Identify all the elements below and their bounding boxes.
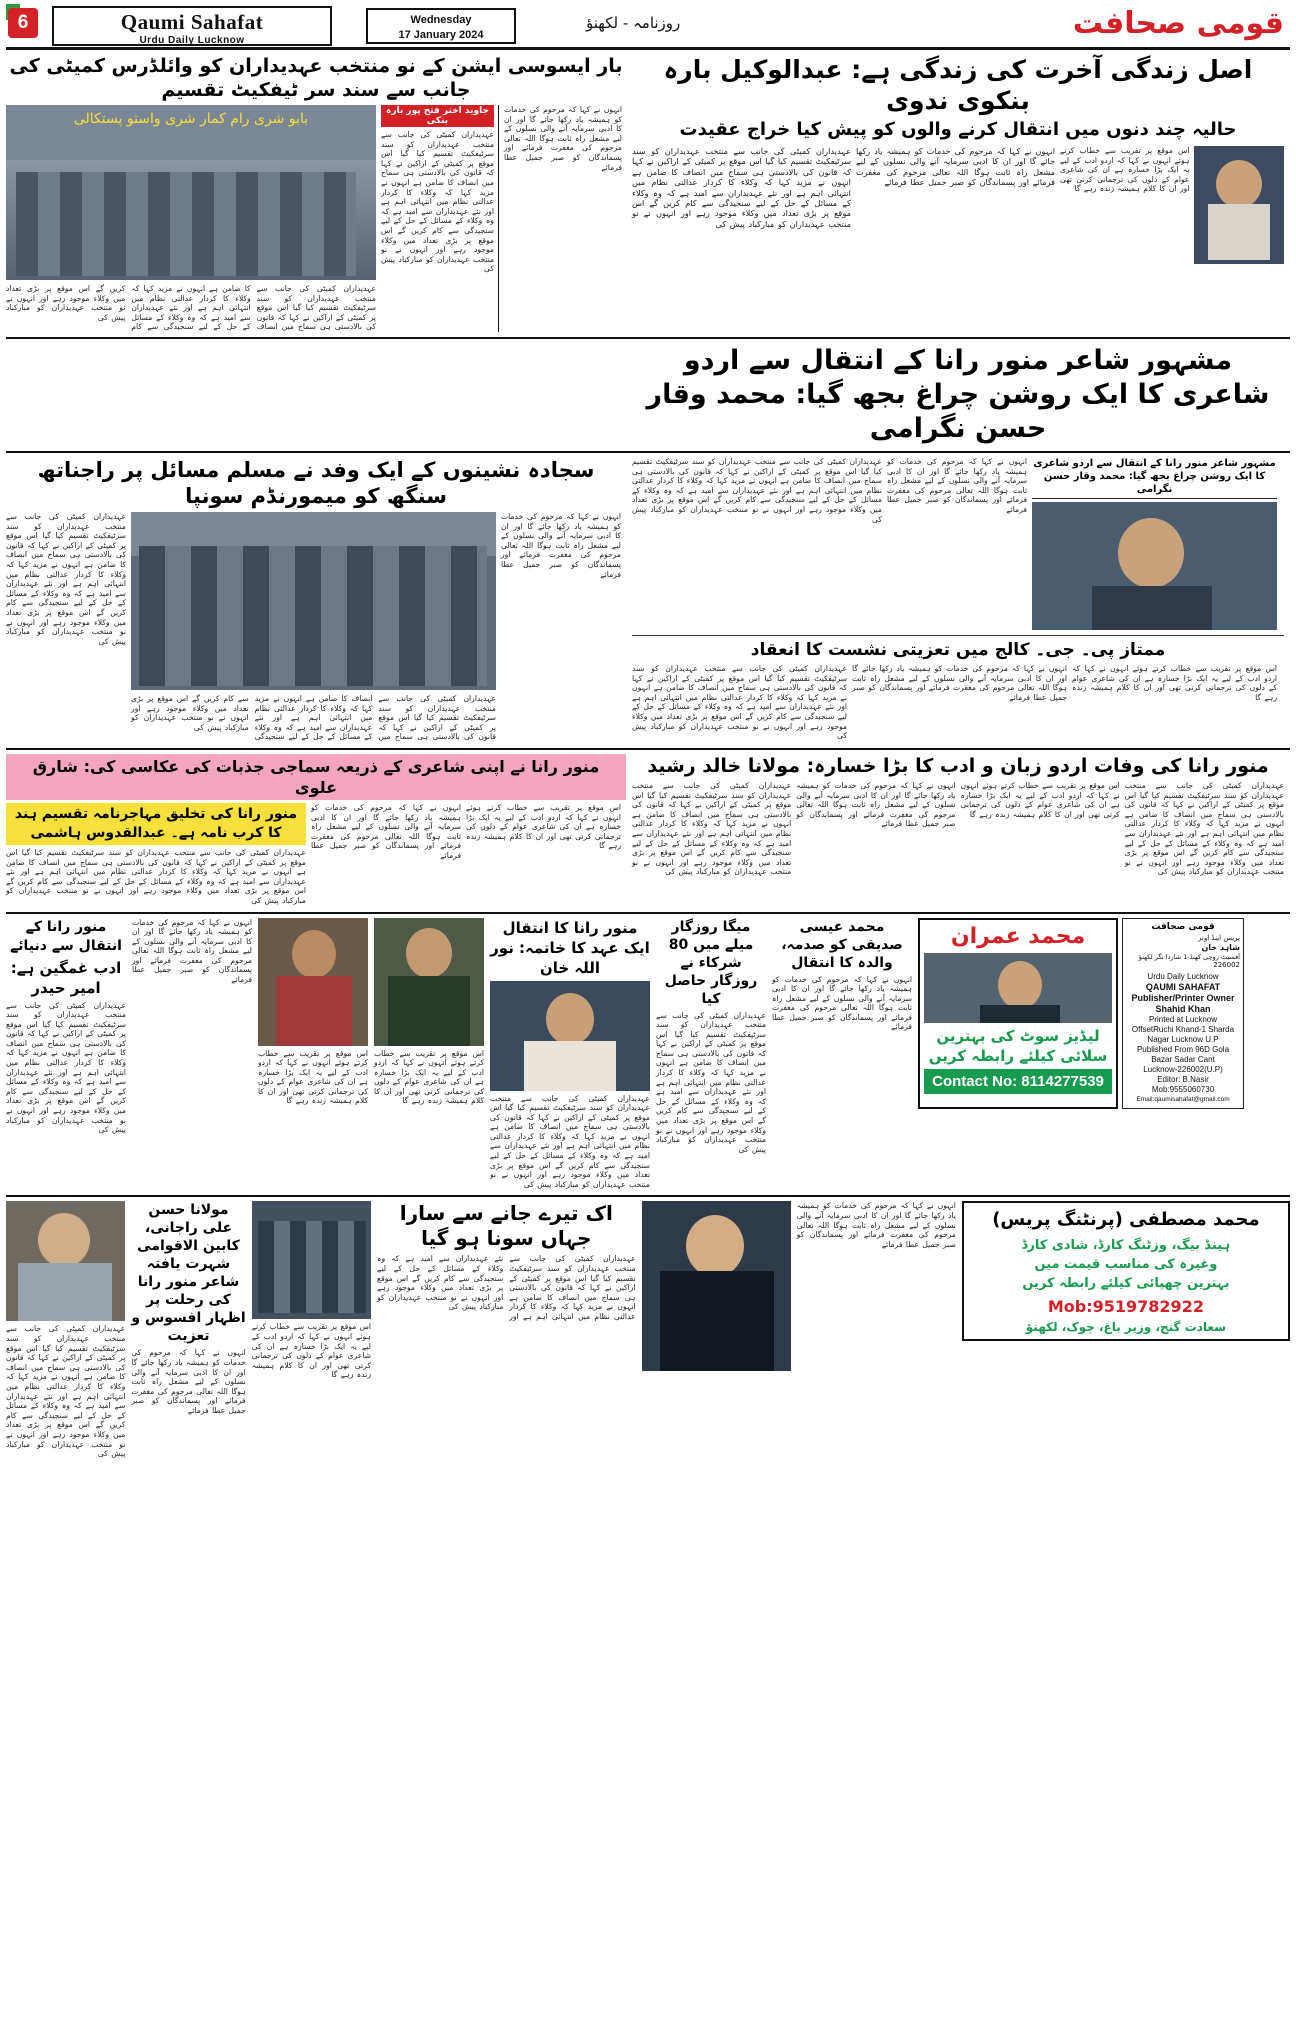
photo-speaker-2 <box>374 918 484 1046</box>
colophon-box <box>1122 918 1244 1110</box>
roznama-label: روزنامہ - لکھنؤ <box>586 14 681 32</box>
headline-11: منور رانا کے انتقال سے دنیائے <box>10 918 122 954</box>
story-5-col-1: عہدیداران کمیٹی کی جانب سے منتخب عہدیداران کو سند سرٹیفکیٹ تقسیم کیا گیا اس موقع پر کمیٹی کے اراکین نے کہا کہ قانون کی بالادستی ہی سماج میں انصاف کا ضامن ہے انہوں نے مزید کہا کہ وکلاء کا کردار عدالتی نظام میں انتہائی اہم ہے اور نئے عہدیداران سے امید ہے کہ وہ وکلاء کے مسائل کے حل کے لیے سنجیدگی سے کام کریں گے اس موقع پر بڑی تعداد میں وکلاء موجود رہے اور انہوں نے نو منتخب عہدیداران کو مبارکباد پیش کی <box>632 663 847 741</box>
story-16-body: عہدیداران کمیٹی کی جانب سے منتخب عہدیداران کو سند سرٹیفکیٹ تقسیم کیا گیا اس موقع پر کمیٹی کے اراکین نے کہا کہ قانون کی بالادستی ہی سماج میں انصاف کا ضامن ہے انہوں نے مزید کہا کہ وکلاء کا کردار عدالتی نظام میں انتہائی اہم ہے اور نئے عہدیداران سے امید ہے کہ وہ وکلاء کے مسائل کے حل کے لیے سنجیدگی سے کام کریں گے اس موقع پر بڑی تعداد میں وکلاء موجود رہے اور انہوں نے نو منتخب عہدیداران کو مبارکباد پیش کی <box>377 1254 636 1321</box>
headline-3: مشہور شاعر منور رانا کے انتقال سے اردو شاعری کا ایک روشن چراغ بجھ گیا: محمد وقار حسن نگرامی <box>646 344 1270 444</box>
headline-14: محمد عیسی صدیقی کو صدمہ، والدہ کا انتقال <box>781 918 903 971</box>
colophon-l1: Urdu Daily Lucknow <box>1147 972 1219 981</box>
story-4-body: عہدیداران کمیٹی کی جانب سے منتخب عہدیداران کو سند سرٹیفکیٹ تقسیم کیا گیا اس موقع پر کمیٹی کے اراکین نے کہا کہ قانون کی بالادستی ہی سماج میں انصاف کا ضامن ہے انہوں نے مزید کہا کہ وکلاء کا کردار عدالتی نظام میں انتہائی اہم ہے اور نئے عہدیداران سے امید ہے کہ وہ وکلاء کے مسائل کے حل کے لیے سنجیدگی سے کام کریں گے اس موقع پر بڑی تعداد میں وکلاء موجود رہے اور انہوں نے نو منتخب عہدیداران کو مبارکباد پیش کی <box>131 693 496 742</box>
ad-line-1: لیڈیز سوٹ کی بہترین <box>936 1026 1100 1045</box>
story-10-body: عہدیداران کمیٹی کی جانب سے منتخب عہدیداران کو سند سرٹیفکیٹ تقسیم کیا گیا اس موقع پر کمیٹی کے اراکین نے کہا کہ قانون کی بالادستی ہی سماج میں انصاف کا ضامن ہے انہوں نے مزید کہا کہ وکلاء کا کردار عدالتی نظام میں انتہائی اہم ہے اور نئے عہدیداران سے امید ہے کہ وہ وکلاء کے مسائل کے حل کے لیے سنجیدگی سے کام کریں گے اس موقع پر بڑی تعداد میں وکلاء موجود رہے اور انہوں نے نو منتخب عہدیداران کو مبارکباد پیش کی <box>6 1000 126 1135</box>
photo-bar-association <box>6 105 376 280</box>
story-sajjada-nasheen <box>6 457 626 742</box>
colophon-l7: Nagar Lucknow U.P <box>1147 1035 1219 1044</box>
story-7-body: عہدیداران کمیٹی کی جانب سے منتخب عہدیداران کو سند سرٹیفکیٹ تقسیم کیا گیا اس موقع پر کمیٹی کے اراکین نے کہا کہ قانون کی بالادستی ہی سماج میں انصاف کا ضامن ہے انہوں نے مزید کہا کہ وکلاء کا کردار عدالتی نظام میں انتہائی اہم ہے اور نئے عہدیداران سے امید ہے کہ وہ وکلاء کے مسائل کے حل کے لیے سنجیدگی سے کام کریں گے اس موقع پر بڑی تعداد میں وکلاء موجود رہے اور انہوں نے نو منتخب عہدیداران کو مبارکباد پیش کی <box>6 847 306 905</box>
ad-press-line-1: ہینڈ بیگ، وزٹنگ کارڈ، شادی کارڈ <box>1021 1238 1231 1254</box>
colophon-l2: QAUMI SAHAFAT <box>1145 982 1221 992</box>
story-9-col-1: عہدیداران کمیٹی کی جانب سے منتخب عہدیداران کو سند سرٹیفکیٹ تقسیم کیا گیا اس موقع پر کمیٹی کے اراکین نے کہا کہ قانون کی بالادستی ہی سماج میں انصاف کا ضامن ہے انہوں نے مزید کہا کہ وکلاء کا کردار عدالتی نظام میں انتہائی اہم ہے اور نئے عہدیداران سے امید ہے کہ وہ وکلاء کے مسائل کے حل کے لیے سنجیدگی سے کام کریں گے اس موقع پر بڑی تعداد میں وکلاء موجود رہے اور انہوں نے نو منتخب عہدیداران کو مبارکباد پیش کی <box>632 780 792 877</box>
date-day: Wednesday <box>410 14 472 26</box>
colophon-l9: Bazar Sadar Cant <box>1151 1055 1215 1064</box>
photo-portrait-scholar <box>1194 146 1284 264</box>
headline-6: منور رانا نے اپنی شاعری کے ذریعہ سماجی جذبات کی عکاسی کی: شارق علوی <box>6 754 626 800</box>
byline-1: جاوید اختر فتح پور بارہ بنکی <box>381 105 494 127</box>
ad-contact-label: Contact No: <box>932 1072 1018 1090</box>
colophon-l10: Lucknow-226002(U.P) <box>1143 1065 1223 1074</box>
story-4-col-a: عہدیداران کمیٹی کی جانب سے منتخب عہدیداران کو سند سرٹیفکیٹ تقسیم کیا گیا اس موقع پر کمیٹی کے اراکین نے کہا کہ قانون کی بالادستی ہی سماج میں انصاف کا ضامن ہے انہوں نے مزید کہا کہ وکلاء کا کردار عدالتی نظام میں انتہائی اہم ہے اور نئے عہدیداران سے امید ہے کہ وہ وکلاء کے مسائل کے حل کے لیے سنجیدگی سے کام کریں گے اس موقع پر بڑی تعداد میں وکلاء موجود رہے اور انہوں نے نو منتخب عہدیداران کو مبارکباد پیش کی <box>6 511 126 646</box>
story-17-col: انہوں نے کہا کہ مرحوم کی خدمات کو ہمیشہ یاد رکھا جائے گا اور ان کا ادبی سرمایہ آنے والی نسلوں کے لیے مشعل راہ ثابت ہوگا اللہ تعالی مرحوم کی مغفرت فرمائے اور پسماندگان کو صبر جمیل عطا فرمائے <box>796 1201 956 1249</box>
photo-delegation <box>131 512 496 690</box>
headline-16: اک تیرے جانے سے سارا جہاں سونا ہو گیا <box>399 1201 613 1251</box>
headline-15: مولانا حسن علی راجانی، کابین الاقوامی شہرت یافتہ شاعر منور رانا کی رحلت پر اظہار افسوس و تعزیت <box>131 1202 246 1345</box>
story-10-col-2: انہوں نے کہا کہ مرحوم کی خدمات کو ہمیشہ یاد رکھا جائے گا اور ان کا ادبی سرمایہ آنے والی نسلوں کے لیے مشعل راہ ثابت ہوگا اللہ تعالی مرحوم کی مغفرت فرمائے اور پسماندگان کو صبر جمیل عطا فرمائے <box>132 917 252 985</box>
tribute-subhead: مشہور شاعر منور رانا کے انتقال سے اردو شاعری کا ایک روشن چراغ بجھ گیا: محمد وقار حسن نگرامی <box>1032 457 1277 499</box>
date-full: 17 January 2024 <box>398 29 484 41</box>
colophon-paper-urdu: قومی صحافت <box>1151 921 1215 932</box>
story-bar-association <box>6 54 626 332</box>
colophon-address-urdu: آفسیٹ روچی کھنڈ-1 شاردا نگر لکھنؤ <box>1138 952 1240 961</box>
logo-title: Qaumi Sahafat <box>120 10 264 34</box>
ad-photo <box>924 953 1112 1023</box>
colophon-owner-name-urdu: شاہد خان <box>1201 942 1240 952</box>
photo-signboard-text: بابو شری رام کمار شری واستو پستکالی <box>73 111 309 127</box>
story-15-col-2: اس موقع پر تقریب سے خطاب کرتے ہوئے انہوں نے کہا کہ اردو ادب کے لیے یہ ایک بڑا خسارہ ہے ان کی شاعری عوام کے دلوں کی ترجمانی کرتی تھی اور ان کا کلام ہمیشہ زندہ رہے گا <box>251 1322 372 1380</box>
story-11-body: اس موقع پر تقریب سے خطاب کرتے ہوئے انہوں نے کہا کہ اردو ادب کے لیے یہ ایک بڑا خسارہ ہے ان کی شاعری عوام کے دلوں کی ترجمانی کرتی تھی اور ان کا کلام ہمیشہ زندہ رہے گا <box>258 1048 368 1106</box>
colophon-l12: Mob:9555060730 <box>1151 1085 1215 1094</box>
nameplate-urdu: قومی صحافت <box>1072 6 1284 41</box>
colophon-l11: Editor: B.Nasir <box>1157 1075 1209 1084</box>
colophon-owner-urdu: پریس اینڈ اونر <box>1198 933 1240 942</box>
story-4-col-c: انہوں نے کہا کہ مرحوم کی خدمات کو ہمیشہ یاد رکھا جائے گا اور ان کا ادبی سرمایہ آنے والی نسلوں کے لیے مشعل راہ ثابت ہوگا اللہ تعالی مرحوم کی مغفرت فرمائے اور پسماندگان کو صبر جمیل عطا فرمائے <box>501 511 621 579</box>
colophon-l13: Email:qaumisahafat@gmail.com <box>1136 1096 1230 1103</box>
story-1-col2: عہدیداران کمیٹی کی جانب سے منتخب عہدیداران کو سند سرٹیفکیٹ تقسیم کیا گیا اس موقع پر کمیٹی کے اراکین نے کہا کہ قانون کی بالادستی ہی سماج میں انصاف کا ضامن ہے انہوں نے مزید کہا کہ وکلاء کا کردار عدالتی نظام میں انتہائی اہم ہے اور نئے عہدیداران سے امید ہے کہ وہ وکلاء کے مسائل کے حل کے لیے سنجیدگی سے کام کریں گے اس موقع پر بڑی تعداد میں وکلاء موجود رہے اور انہوں نے نو منتخب عہدیداران کو مبارکباد پیش کی <box>381 130 494 274</box>
photo-cleric <box>642 1201 791 1371</box>
lead-col-1: عہدیداران کمیٹی کی جانب سے منتخب عہدیداران کو سند سرٹیفکیٹ تقسیم کیا گیا اس موقع پر کمیٹی کے اراکین نے کہا کہ قانون کی بالادستی ہی سماج میں انصاف کا ضامن ہے انہوں نے مزید کہا کہ وکلاء کا کردار عدالتی نظام میں انتہائی اہم ہے اور نئے عہدیداران سے امید ہے کہ وہ وکلاء کے مسائل کے حل کے لیے سنجیدگی سے کام کریں گے اس موقع پر بڑی تعداد میں وکلاء موجود رہے اور انہوں نے نو منتخب عہدیداران کو مبارکباد پیش کی <box>632 146 851 229</box>
story-lead <box>632 54 1284 332</box>
headline-2b: حالیہ چند دنوں میں انتقال کرنے والوں کو پیش کیا خراج عقیدت <box>679 119 1237 140</box>
story-9-col-3: اس موقع پر تقریب سے خطاب کرتے ہوئے انہوں نے کہا کہ اردو ادب کے لیے یہ ایک بڑا خسارہ ہے ان کی شاعری عوام کے دلوں کی ترجمانی کرتی تھی اور ان کا کلام ہمیشہ زندہ رہے گا <box>960 780 1120 819</box>
photo-portrait-poet <box>1032 502 1277 630</box>
photo-speaker-3 <box>490 981 650 1091</box>
ad-printing-press[interactable] <box>962 1201 1290 1341</box>
photo-gathering <box>252 1201 371 1319</box>
headline-1: بار ایسوسی ایشن کے نو منتخب عہدیداران کو وائلڈرس کمیٹی کی جانب سے سند سر ٹیفکیٹ تقسیم <box>9 55 623 101</box>
story-6-col-2: انہوں نے کہا کہ مرحوم کی خدمات کو ہمیشہ یاد رکھا جائے گا اور ان کا ادبی سرمایہ آنے والی نسلوں کے لیے مشعل راہ ثابت ہوگا اللہ تعالی مرحوم کی مغفرت فرمائے اور پسماندگان کو صبر جمیل عطا فرمائے <box>311 802 461 860</box>
photo-portrait-bottom <box>6 1201 125 1321</box>
newspaper-logo <box>52 6 332 46</box>
page-number: 6 <box>8 8 38 38</box>
story-6-col-3: اس موقع پر تقریب سے خطاب کرتے ہوئے انہوں نے کہا کہ اردو ادب کے لیے یہ ایک بڑا خسارہ ہے ان کی شاعری عوام کے دلوں کی ترجمانی کرتی تھی اور ان کا کلام ہمیشہ زندہ رہے گا <box>466 802 621 851</box>
colophon-pin-urdu: 226002 <box>1213 961 1240 969</box>
lead-col-3: اس موقع پر تقریب سے خطاب کرتے ہوئے انہوں نے کہا کہ اردو ادب کے لیے یہ ایک بڑا خسارہ ہے ان کی شاعری عوام کے دلوں کی ترجمانی کرتی تھی اور ان کا کلام ہمیشہ زندہ رہے گا <box>1060 146 1190 194</box>
story-13-body: عہدیداران کمیٹی کی جانب سے منتخب عہدیداران کو سند سرٹیفکیٹ تقسیم کیا گیا اس موقع پر کمیٹی کے اراکین نے کہا کہ قانون کی بالادستی ہی سماج میں انصاف کا ضامن ہے انہوں نے مزید کہا کہ وکلاء کا کردار عدالتی نظام میں انتہائی اہم ہے اور نئے عہدیداران سے امید ہے کہ وہ وکلاء کے مسائل کے حل کے لیے سنجیدگی سے کام کریں گے اس موقع پر بڑی تعداد میں وکلاء موجود رہے اور انہوں نے نو منتخب عہدیداران کو مبارکباد پیش کی <box>656 1010 766 1154</box>
story-1-col3: انہوں نے کہا کہ مرحوم کی خدمات کو ہمیشہ یاد رکھا جائے گا اور ان کا ادبی سرمایہ آنے والی نسلوں کے لیے مشعل راہ ثابت ہوگا اللہ تعالی مرحوم کی مغفرت فرمائے اور پسماندگان کو صبر جمیل عطا فرمائے <box>504 105 622 172</box>
headline-12: منور رانا کا انتقال ایک عہد کا خاتمہ: نور اللہ خان <box>490 918 650 977</box>
ad-press-address: سعادت گنج، وزیر باغ، چوک، لکھنؤ <box>1025 1320 1227 1335</box>
photo-speaker-1 <box>258 918 368 1046</box>
ad-contact[interactable] <box>924 1069 1112 1094</box>
story-12-sub: اس موقع پر تقریب سے خطاب کرتے ہوئے انہوں نے کہا کہ اردو ادب کے لیے یہ ایک بڑا خسارہ ہے ان کی شاعری عوام کے دلوں کی ترجمانی کرتی تھی اور ان کا کلام ہمیشہ زندہ رہے گا <box>374 1048 484 1106</box>
story-9-col-4: عہدیداران کمیٹی کی جانب سے منتخب عہدیداران کو سند سرٹیفکیٹ تقسیم کیا گیا اس موقع پر کمیٹی کے اراکین نے کہا کہ قانون کی بالادستی ہی سماج میں انصاف کا ضامن ہے انہوں نے مزید کہا کہ وکلاء کا کردار عدالتی نظام میں انتہائی اہم ہے اور نئے عہدیداران سے امید ہے کہ وہ وکلاء کے مسائل کے حل کے لیے سنجیدگی سے کام کریں گے اس موقع پر بڑی تعداد میں وکلاء موجود رہے اور انہوں نے نو منتخب عہدیداران کو مبارکباد پیش کی <box>1124 780 1284 877</box>
headline-5: ممتاز پی۔ جی۔ کالج میں تعزیتی نشست کا انعقاد <box>750 639 1166 660</box>
lead-col-2: انہوں نے کہا کہ مرحوم کی خدمات کو ہمیشہ یاد رکھا جائے گا اور ان کا ادبی سرمایہ آنے والی نسلوں کے لیے مشعل راہ ثابت ہوگا اللہ تعالی مرحوم کی مغفرت فرمائے اور پسماندگان کو صبر جمیل عطا فرمائے <box>855 146 1056 188</box>
ad-tailor[interactable] <box>918 918 1118 1110</box>
ad-line-2: سلائی کیلئے رابطہ کریں <box>928 1046 1108 1065</box>
headline-9: منور رانا کی وفات اردو زبان و ادب کا بڑا خسارہ: مولانا خالد رشید <box>647 754 1269 777</box>
story-16-col-1: عہدیداران کمیٹی کی جانب سے منتخب عہدیداران کو سند سرٹیفکیٹ تقسیم کیا گیا اس موقع پر کمیٹی کے اراکین نے کہا کہ قانون کی بالادستی ہی سماج میں انصاف کا ضامن ہے انہوں نے مزید کہا کہ وکلاء کا کردار عدالتی نظام میں انتہائی اہم ہے اور نئے عہدیداران سے امید ہے کہ وہ وکلاء کے مسائل کے حل کے لیے سنجیدگی سے کام کریں گے اس موقع پر بڑی تعداد میں وکلاء موجود رہے اور انہوں نے نو منتخب عہدیداران کو مبارکباد پیش کی <box>6 1324 126 1459</box>
ad-press-line-2: وغیرہ کی مناسب قیمت میں <box>1034 1257 1218 1273</box>
colophon-l3: Publisher/Printer Owner <box>1131 993 1235 1003</box>
ad-press-title: محمد مصطفی (پرنٹنگ پریس) <box>992 1209 1260 1231</box>
ad-title: محمد عمران <box>950 923 1086 949</box>
story-1-body: عہدیداران کمیٹی کی جانب سے منتخب عہدیداران کو سند سرٹیفکیٹ تقسیم کیا گیا اس موقع پر کمیٹی کے اراکین نے کہا کہ قانون کی بالادستی ہی سماج میں انصاف کا ضامن ہے انہوں نے مزید کہا کہ وکلاء کا کردار عدالتی نظام میں انتہائی اہم ہے اور نئے عہدیداران سے امید ہے کہ وہ وکلاء کے مسائل کے حل کے لیے سنجیدگی سے کام کریں گے اس موقع پر بڑی تعداد میں وکلاء موجود رہے اور انہوں نے نو منتخب عہدیداران کو مبارکباد پیش کی <box>6 284 376 332</box>
date-box <box>366 8 516 44</box>
story-12-body: عہدیداران کمیٹی کی جانب سے منتخب عہدیداران کو سند سرٹیفکیٹ تقسیم کیا گیا اس موقع پر کمیٹی کے اراکین نے کہا کہ قانون کی بالادستی ہی سماج میں انصاف کا ضامن ہے انہوں نے مزید کہا کہ وکلاء کا کردار عدالتی نظام میں انتہائی اہم ہے اور نئے عہدیداران سے امید ہے کہ وہ وکلاء کے مسائل کے حل کے لیے سنجیدگی سے کام کریں گے اس موقع پر بڑی تعداد میں وکلاء موجود رہے اور انہوں نے نو منتخب عہدیداران کو مبارکباد پیش کی <box>490 1093 650 1189</box>
headline-10: ادب غمگین ہے: امیر حیدر <box>10 958 122 997</box>
logo-subtitle: Urdu Daily Lucknow <box>139 35 245 46</box>
colophon-l4: Shahid Khan <box>1155 1004 1211 1014</box>
ad-press-line-3: بہترین چھپائی کیلئے رابطہ کریں <box>1022 1276 1230 1292</box>
story-poet-tribute <box>632 457 1284 742</box>
story-9-col-2: انہوں نے کہا کہ مرحوم کی خدمات کو ہمیشہ یاد رکھا جائے گا اور ان کا ادبی سرمایہ آنے والی نسلوں کے لیے مشعل راہ ثابت ہوگا اللہ تعالی مرحوم کی مغفرت فرمائے اور پسماندگان کو صبر جمیل عطا فرمائے <box>796 780 956 829</box>
tribute-col-1: عہدیداران کمیٹی کی جانب سے منتخب عہدیداران کو سند سرٹیفکیٹ تقسیم کیا گیا اس موقع پر کمیٹی کے اراکین نے کہا کہ قانون کی بالادستی ہی سماج میں انصاف کا ضامن ہے انہوں نے مزید کہا کہ وکلاء کا کردار عدالتی نظام میں انتہائی اہم ہے اور نئے عہدیداران سے امید ہے کہ وہ وکلاء کے مسائل کے حل کے لیے سنجیدگی سے کام کریں گے اس موقع پر بڑی تعداد میں وکلاء موجود رہے اور انہوں نے نو منتخب عہدیداران کو مبارکباد پیش کی <box>632 456 882 524</box>
story-15-body: انہوں نے کہا کہ مرحوم کی خدمات کو ہمیشہ یاد رکھا جائے گا اور ان کا ادبی سرمایہ آنے والی نسلوں کے لیے مشعل راہ ثابت ہوگا اللہ تعالی مرحوم کی مغفرت فرمائے اور پسماندگان کو صبر جمیل عطا فرمائے <box>131 1348 246 1415</box>
story-14-body: انہوں نے کہا کہ مرحوم کی خدمات کو ہمیشہ یاد رکھا جائے گا اور ان کا ادبی سرمایہ آنے والی نسلوں کے لیے مشعل راہ ثابت ہوگا اللہ تعالی مرحوم کی مغفرت فرمائے اور پسماندگان کو صبر جمیل عطا فرمائے <box>772 974 912 1032</box>
ad-contact-number: 8114277539 <box>1021 1072 1104 1090</box>
colophon-l8: Published From 96D Gola <box>1136 1045 1230 1054</box>
tribute-col-2: انہوں نے کہا کہ مرحوم کی خدمات کو ہمیشہ یاد رکھا جائے گا اور ان کا ادبی سرمایہ آنے والی نسلوں کے لیے مشعل راہ ثابت ہوگا اللہ تعالی مرحوم کی مغفرت فرمائے اور پسماندگان کو صبر جمیل عطا فرمائے <box>887 456 1027 514</box>
story-5-col-2: انہوں نے کہا کہ مرحوم کی خدمات کو ہمیشہ یاد رکھا جائے گا اور ان کا ادبی سرمایہ آنے والی نسلوں کے لیے مشعل راہ ثابت ہوگا اللہ تعالی مرحوم کی مغفرت فرمائے اور پسماندگان کو صبر جمیل عطا فرمائے <box>852 663 1067 702</box>
advert-column <box>918 918 1248 1190</box>
masthead <box>6 4 1290 50</box>
headline-2: اصل زندگی آخرت کی زندگی ہے: عبدالوکیل بارہ بنکوی ندوی <box>663 55 1253 115</box>
ad-press-mobile: Mob:9519782922 <box>1047 1297 1204 1317</box>
headline-13: میگا روزگار میلے میں 80 شرکاء نے روزگار حاصل کیا <box>664 918 758 1007</box>
story-5-col-3: اس موقع پر تقریب سے خطاب کرتے ہوئے انہوں نے کہا کہ اردو ادب کے لیے یہ ایک بڑا خسارہ ہے ان کی شاعری عوام کے دلوں کی ترجمانی کرتی تھی اور ان کا کلام ہمیشہ زندہ رہے گا <box>1072 663 1277 702</box>
colophon-l6: OffsetRuchi Khand-1 Sharda <box>1131 1025 1235 1034</box>
colophon-l5: Printed at Lucknow <box>1148 1015 1218 1024</box>
headline-4: سجادہ نشینوں کے ایک وفد نے مسلم مسائل پر راجناتھ سنگھ کو میمورنڈم سونپا <box>37 457 595 508</box>
headline-7: منور رانا کی تخلیق مہاجرنامہ تقسیم ہند کا کرب نامہ ہے۔ عبدالقدوس ہاشمی <box>6 803 306 845</box>
